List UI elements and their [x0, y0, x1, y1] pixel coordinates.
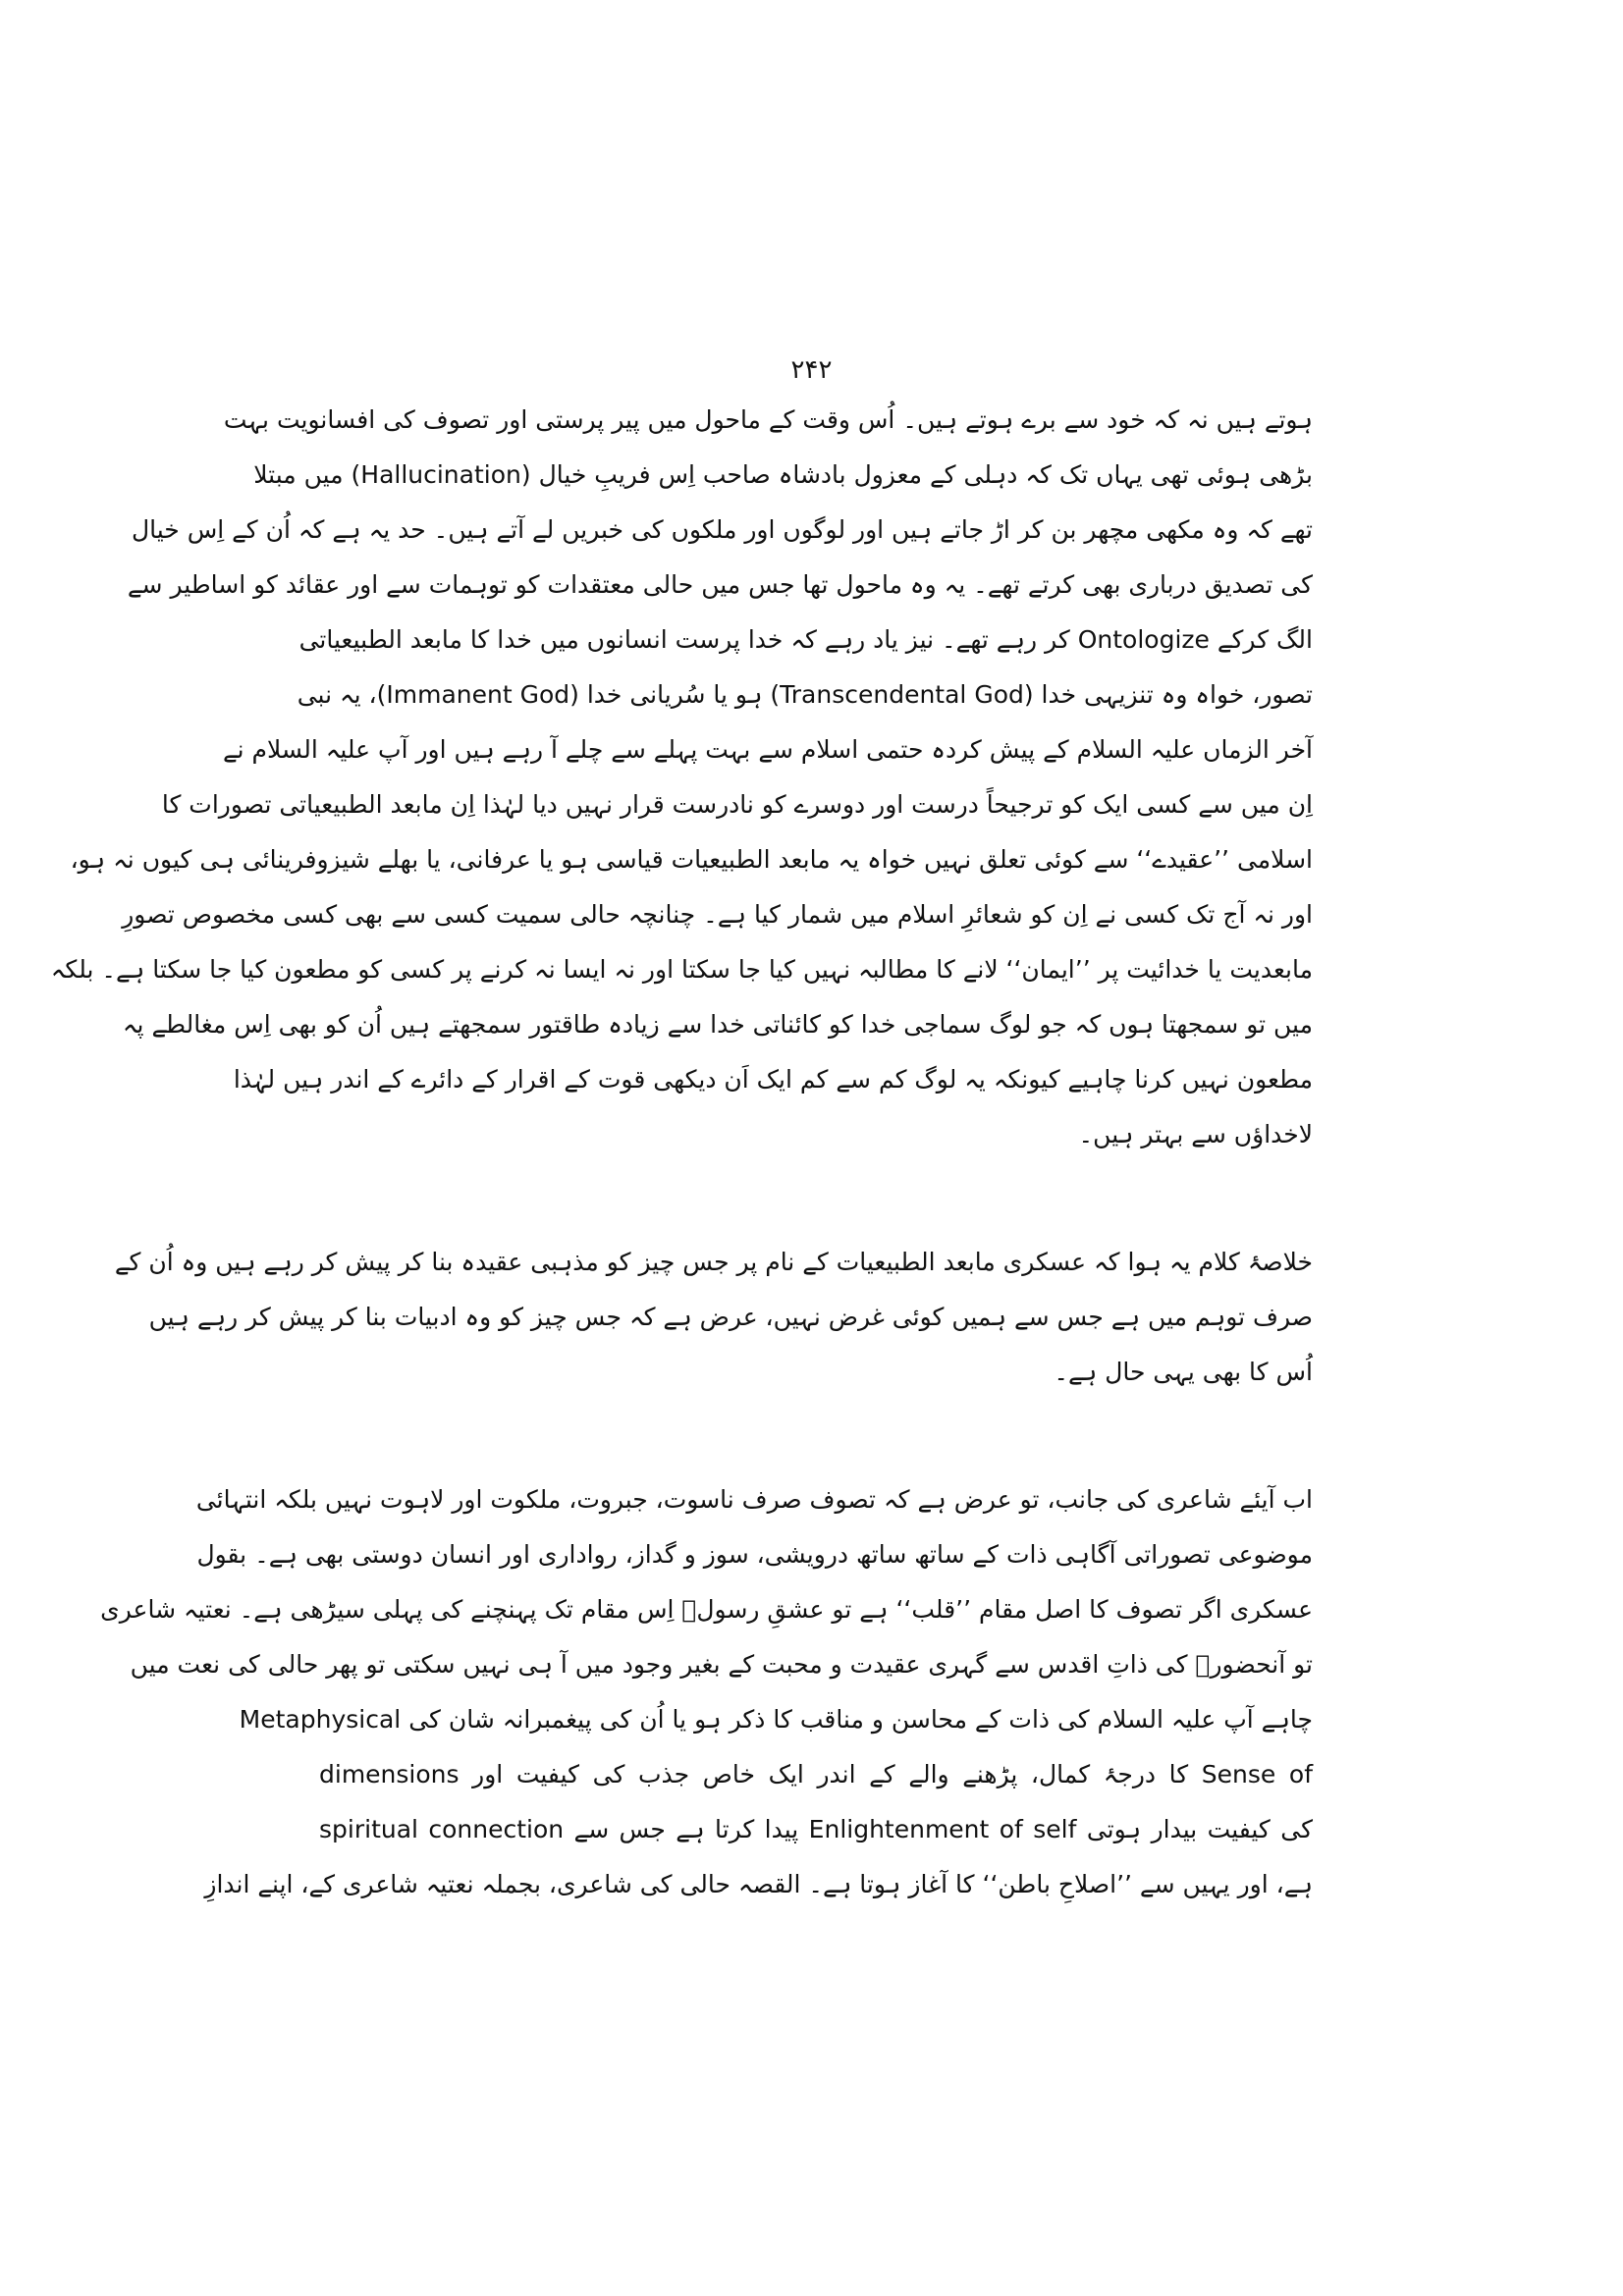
text-line: dimensions کا درجۂ کمال، پڑھنے والے کے اندر ایک خاص جذب کی کیفیت اور Sense of	[319, 1760, 1313, 1789]
text-line: خلاصۂ کلام یہ ہوا کہ عسکری مابعد الطبیعیات کے نام پر جس چیز کو مذہبی عقیدہ بنا کر پیش کر رہے ہیں وہ اُن کے	[114, 1248, 1313, 1276]
text-line: مطعون نہیں کرنا چاہیے کیونکہ یہ لوگ کم سے کم ایک اَن دیکھی قوت کے اقرار کے دائرے کے اندر ہیں لہٰذا	[233, 1065, 1313, 1094]
text-line: اور نہ آج تک کسی نے اِن کو شعائرِ اسلام میں شمار کیا ہے۔ چنانچہ حالی سمیت کسی سے بھی کسی مخصوص تصورِ	[122, 900, 1313, 929]
text-line: مابعدیت یا خدائیت پر ’’ایمان‘‘ لانے کا مطالبہ نہیں کیا جا سکتا اور نہ ایسا نہ کرنے پر کسی کو مطعون کیا جا سکتا ہے۔ بلکہ	[50, 955, 1313, 984]
text-line: اِن میں سے کسی ایک کو ترجیحاً درست اور دوسرے کو نادرست قرار نہیں دیا لہٰذا اِن مابعد الطبیعیاتی تصورات کا	[161, 790, 1313, 819]
text-line: ہے، اور یہیں سے ’’اصلاحِ باطن‘‘ کا آغاز ہوتا ہے۔ القصہ حالی کی شاعری، بجملہ نعتیہ شاعری کے، اپنے اندازِ	[204, 1870, 1313, 1898]
text-line: میں تو سمجھتا ہوں کہ جو لوگ سماجی خدا کو کائناتی خدا سے زیادہ طاقتور سمجھتے ہیں اُن کو بھی اِس مغالطے پہ	[122, 1010, 1313, 1039]
text-line: الگ کرکے Ontologize کر رہے تھے۔ نیز یاد رہے کہ خدا پرست انسانوں میں خدا کا مابعد الطبیعیاتی	[298, 625, 1313, 654]
text-line: اسلامی ’’عقیدے‘‘ سے کوئی تعلق نہیں خواہ یہ مابعد الطبیعیات قیاسی ہو یا عرفانی، یا بھلے شیزوفرینائی ہی کیوں نہ ہو،	[70, 845, 1313, 874]
text-line: عسکری اگر تصوف کا اصل مقام ’’قلب‘‘ ہے تو عشقِ رسولؐ اِس مقام تک پہنچنے کی پہلی سیڑھی ہے۔ نعتیہ شاعری	[100, 1595, 1313, 1624]
text-line: موضوعی تصوراتی آگاہی ذات کے ساتھ ساتھ درویشی، سوز و گداز، رواداری اور انسان دوستی بھی ہے۔ بقول	[196, 1540, 1313, 1569]
text-line: تھے کہ وہ مکھی مچھر بن کر اڑ جاتے ہیں اور لوگوں اور ملکوں کی خبریں لے آتے ہیں۔ حد یہ ہے کہ اُن کے اِس خیال	[131, 515, 1313, 544]
text-line: spiritual connection پیدا کرتا ہے جس سے Enlightenment of self کی کیفیت بیدار ہوتی	[319, 1815, 1313, 1843]
paragraph-2	[114, 1235, 1313, 1400]
paragraph-1	[50, 393, 1313, 1162]
text-line: لاخداؤں سے بہتر ہیں۔	[1078, 1120, 1313, 1148]
text-line: بڑھی ہوئی تھی یہاں تک کہ دہلی کے معزول بادشاہ صاحب اِس فریبِ خیال (Hallucination) میں مبتلا	[253, 460, 1313, 489]
text-line: تو آنحضورؐ کی ذاتِ اقدس سے گہری عقیدت و محبت کے بغیر وجود میں آ ہی نہیں سکتی تو پھر حالی کی نعت میں	[130, 1650, 1313, 1679]
text-line: اب آیئے شاعری کی جانب، تو عرض ہے کہ تصوف صرف ناسوت، جبروت، ملکوت اور لاہوت نہیں بلکہ انتہائی	[195, 1485, 1313, 1514]
text-line: ہوتے ہیں نہ کہ خود سے برے ہوتے ہیں۔ اُس وقت کے ماحول میں پیر پرستی اور تصوف کی افسانویت بہت	[223, 405, 1313, 434]
text-line: صرف توہم میں ہے جس سے ہمیں کوئی غرض نہیں، عرض ہے کہ جس چیز کو وہ ادبیات بنا کر پیش کر رہے ہیں	[148, 1303, 1313, 1331]
text-line: اُس کا بھی یہی حال ہے۔	[1054, 1358, 1313, 1386]
text-line: آخر الزماں علیہ السلام کے پیش کردہ حتمی اسلام سے بہت پہلے سے چلے آ رہے ہیں اور آپ علیہ السلام نے	[222, 735, 1313, 764]
text-line: چاہے آپ علیہ السلام کی ذات کے محاسن و مناقب کا ذکر ہو یا اُن کی پیغمبرانہ شان کی Metaphysical	[239, 1705, 1313, 1734]
page-number: ۲۴۲	[790, 355, 833, 385]
text-line: کی تصدیق درباری بھی کرتے تھے۔ یہ وہ ماحول تھا جس میں حالی معتقدات کو توہمات سے اور عقائد کو اساطیر سے	[127, 570, 1313, 599]
text-line: تصور، خواہ وہ تنزیہی خدا (Transcendental God) ہو یا سُریانی خدا (Immanent God)، یہ نبی	[297, 680, 1313, 709]
paragraph-3	[100, 1472, 1313, 1912]
